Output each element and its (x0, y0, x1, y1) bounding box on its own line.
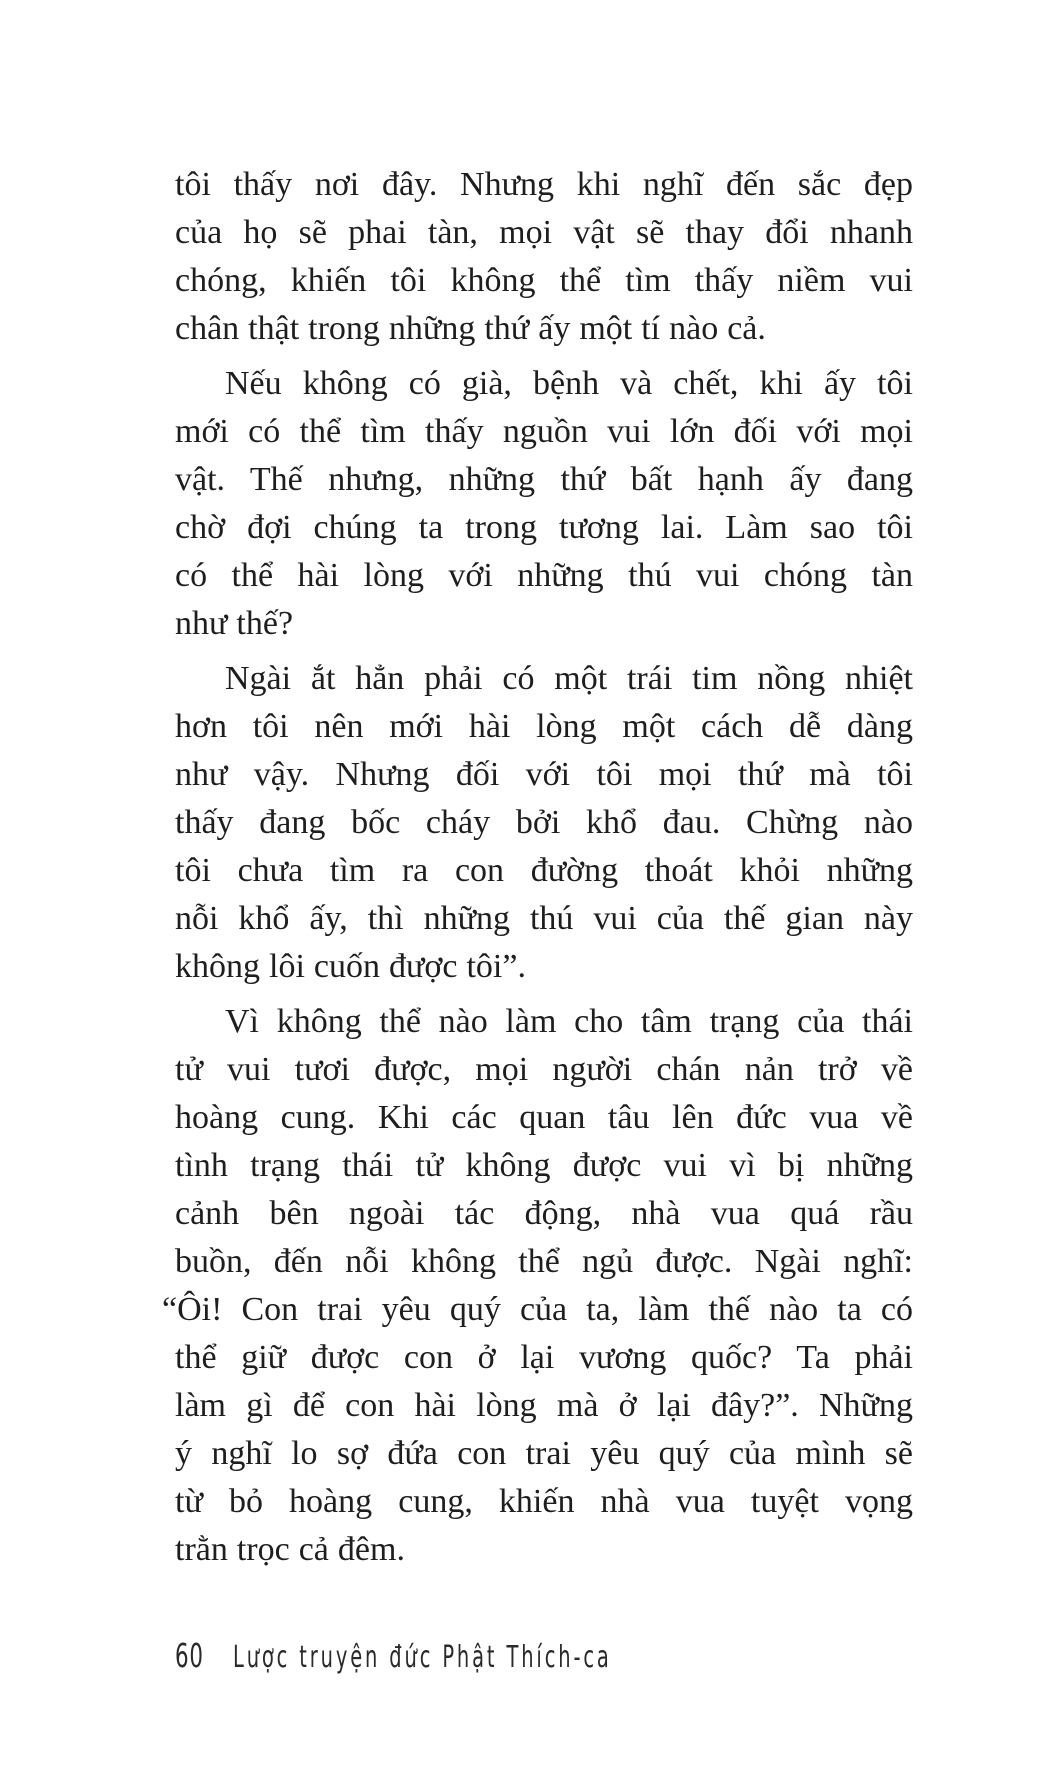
text-line: nỗi khổ ấy, thì những thú vui của thế gian này (175, 900, 913, 937)
text-line: tử vui tươi được, mọi người chán nản trở về (175, 1051, 913, 1088)
paragraph-3 (175, 655, 913, 991)
text-line: chờ đợi chúng ta trong tương lai. Làm sao tôi (175, 509, 913, 546)
text-line: thấy đang bốc cháy bởi khổ đau. Chừng nào (175, 804, 913, 841)
paragraph-2 (175, 360, 913, 648)
text-line: cảnh bên ngoài tác động, nhà vua quá rầu (175, 1195, 913, 1232)
text-line: hoàng cung. Khi các quan tâu lên đức vua về (175, 1099, 913, 1136)
text-line: có thể hài lòng với những thú vui chóng tàn (175, 557, 913, 594)
text-line: buồn, đến nỗi không thể ngủ được. Ngài nghĩ: (175, 1243, 913, 1280)
text-line: tình trạng thái tử không được vui vì bị những (175, 1147, 913, 1184)
text-line: chân thật trong những thứ ấy một tí nào cả. (175, 310, 766, 347)
text-line: làm gì để con hài lòng mà ở lại đây?”. Những (175, 1387, 913, 1424)
text-line: Nếu không có già, bệnh và chết, khi ấy tôi (225, 365, 913, 402)
text-line: từ bỏ hoàng cung, khiến nhà vua tuyệt vọng (175, 1483, 913, 1520)
page-number: 60 (175, 1636, 204, 1675)
text-line: mới có thể tìm thấy nguồn vui lớn đối với mọi (175, 413, 913, 450)
text-line: Ngài ắt hẳn phải có một trái tim nồng nhiệt (225, 660, 913, 697)
paragraph-1 (175, 161, 913, 353)
text-line: thể giữ được con ở lại vương quốc? Ta phải (175, 1339, 913, 1376)
text-line: chóng, khiến tôi không thể tìm thấy niềm vui (175, 262, 913, 299)
text-line: “Ôi! Con trai yêu quý của ta, làm thế nào ta có (162, 1291, 913, 1328)
text-line: không lôi cuốn được tôi”. (175, 948, 526, 985)
body-text (162, 161, 913, 1581)
text-line: trằn trọc cả đêm. (175, 1531, 405, 1568)
running-title: Lược truyện đức Phật Thích-ca (233, 1640, 612, 1675)
text-line: của họ sẽ phai tàn, mọi vật sẽ thay đổi nhanh (175, 214, 913, 251)
page-footer (175, 1636, 759, 1675)
text-line: vật. Thế nhưng, những thứ bất hạnh ấy đang (175, 461, 913, 498)
text-line: tôi chưa tìm ra con đường thoát khỏi những (175, 852, 913, 889)
text-line: như vậy. Nhưng đối với tôi mọi thứ mà tôi (175, 756, 913, 793)
text-line: hơn tôi nên mới hài lòng một cách dễ dàng (175, 708, 913, 745)
paragraph-4 (162, 998, 913, 1574)
text-line: ý nghĩ lo sợ đứa con trai yêu quý của mình sẽ (175, 1435, 913, 1472)
text-line: tôi thấy nơi đây. Nhưng khi nghĩ đến sắc đẹp (175, 166, 913, 203)
text-line: như thế? (175, 605, 294, 642)
text-line: Vì không thể nào làm cho tâm trạng của thái (225, 1003, 913, 1040)
